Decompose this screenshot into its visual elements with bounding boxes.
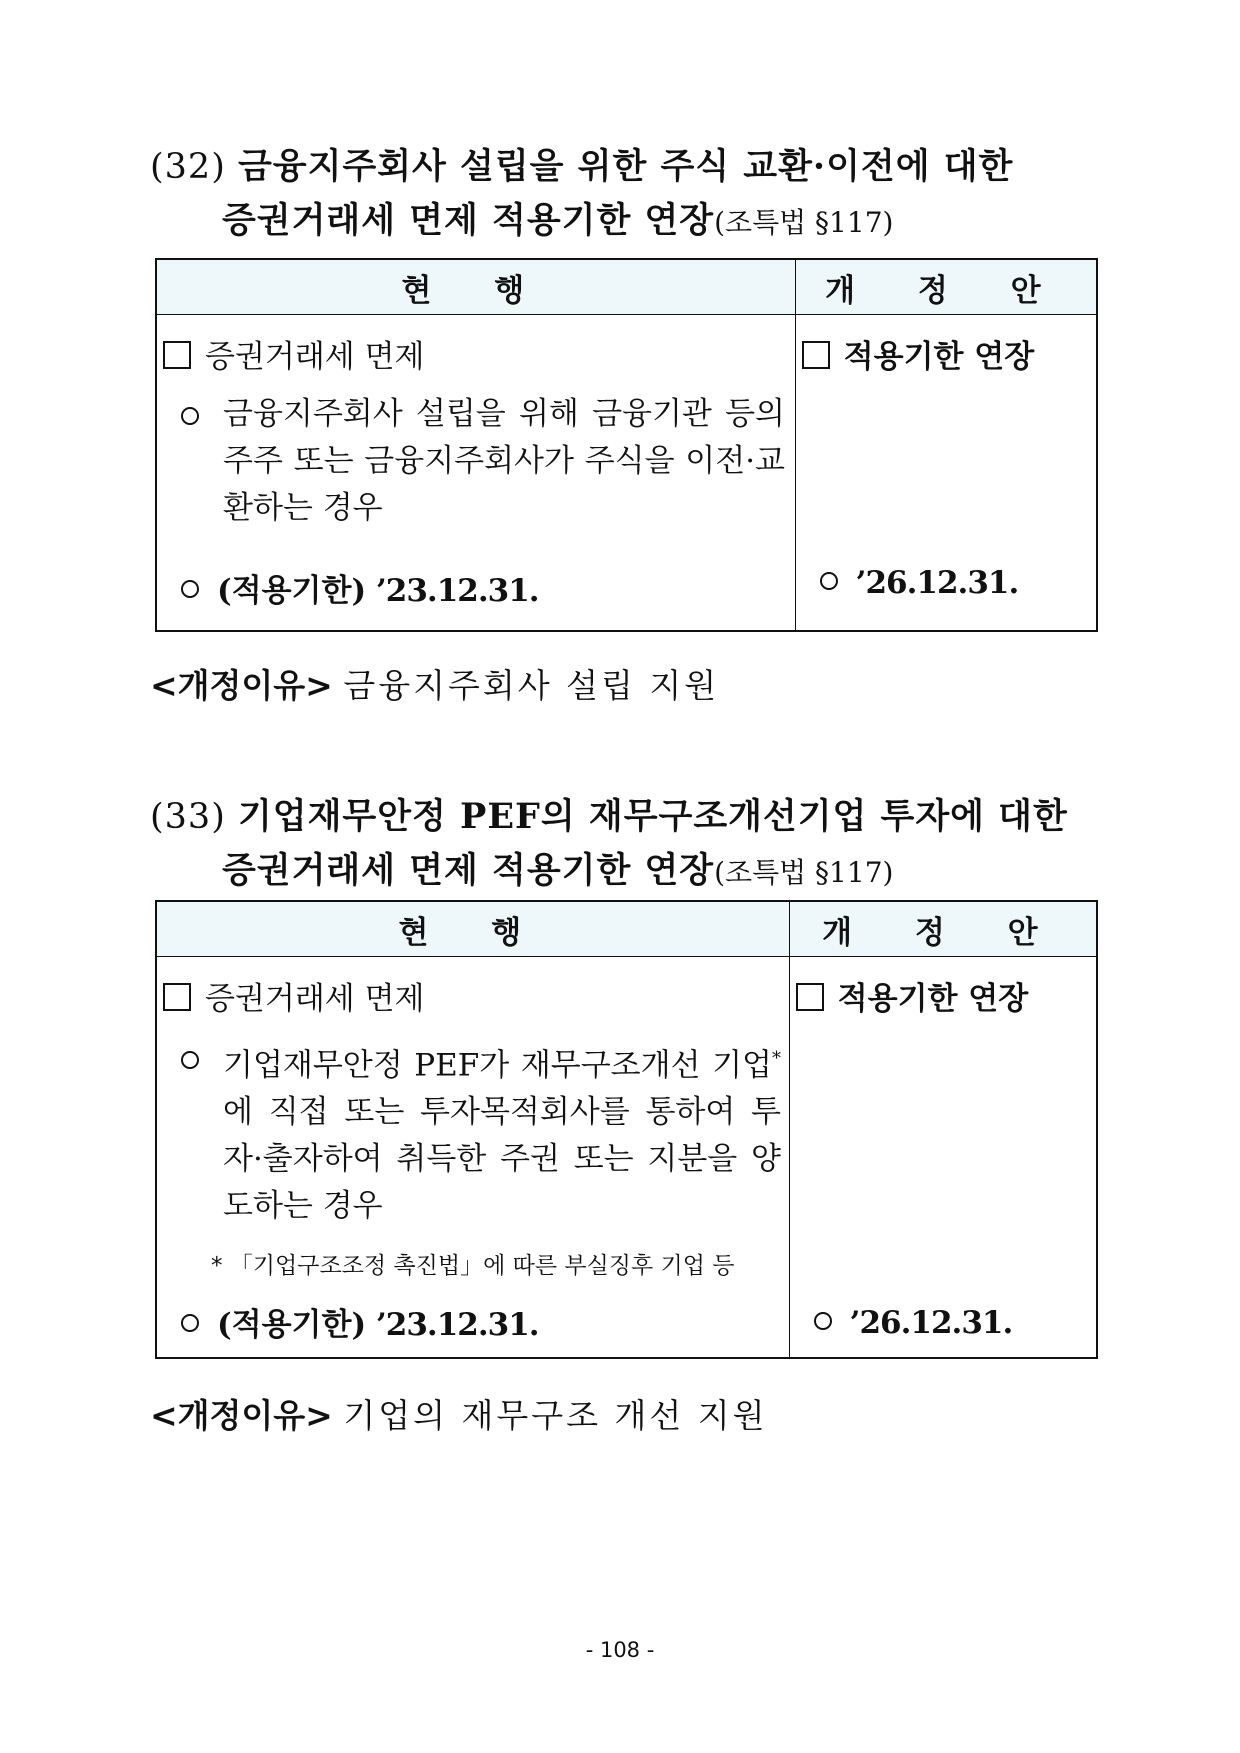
item32-comparison-table	[155, 258, 1098, 632]
item33-title-line2: 증권거래세 면제 적용기한 연장	[222, 850, 715, 891]
item33-reason	[150, 1390, 767, 1437]
footnote-marker: *	[772, 1048, 781, 1069]
item33-current-heading: 증권거래세 면제	[205, 981, 425, 1017]
checkbox-square-icon	[163, 341, 191, 369]
item33-proposed-deadline-date: ’26.12.31.	[849, 1305, 1013, 1341]
item33-reason-text: 기업의 재무구조 개선 지원	[343, 1396, 768, 1435]
item33-comparison-table	[155, 900, 1098, 1359]
item32-reason	[150, 660, 719, 707]
checkbox-square-icon	[163, 983, 191, 1011]
item33-footnote: * 「기업구조조정 촉진법」에 따른 부실징후 기업 등	[211, 1253, 735, 1279]
page-number: - 108 -	[585, 1638, 655, 1662]
item33-current-para-b: 에 직접 또는 투자목적회사를 통하여 투자·출자하여 취득한 주권 또는 지분을 양도하는 경우	[223, 1094, 781, 1225]
checkbox-square-icon	[802, 341, 830, 369]
item32-proposed-deadline-date: ’26.12.31.	[855, 565, 1019, 601]
item33-title-line1: 기업재무안정 PEF의 재무구조개선기업 투자에 대한	[238, 796, 1068, 837]
item33-current-cell	[156, 957, 789, 1359]
item32-reason-tag: <개정이유>	[150, 666, 333, 705]
item33-col-proposed: 개 정 안	[789, 901, 1097, 957]
item33-law-ref: (조특법 §117)	[714, 856, 894, 889]
item33-title	[150, 790, 1068, 900]
circle-bullet-icon	[181, 580, 199, 598]
item32-col-proposed: 개 정 안	[795, 259, 1097, 315]
item33-col-current: 현 행	[156, 901, 789, 957]
item33-proposed-heading: 적용기한 연장	[837, 981, 1029, 1017]
item32-law-ref: (조특법 §117)	[714, 206, 894, 239]
item33-current-para-a: 기업재무안정 PEF가 재무구조개선 기업	[223, 1047, 772, 1084]
item32-current-deadline-label: (적용기한)	[217, 573, 367, 609]
circle-bullet-icon	[181, 407, 199, 425]
item32-title-line2: 증권거래세 면제 적용기한 연장	[222, 200, 715, 241]
item33-reason-tag: <개정이유>	[150, 1396, 333, 1435]
circle-bullet-icon	[181, 1051, 199, 1069]
circle-bullet-icon	[820, 572, 838, 590]
item32-reason-text: 금융지주회사 설립 지원	[343, 666, 720, 705]
item32-current-para: 금융지주회사 설립을 위해 금융기관 등의 주주 또는 금융지주회사가 주식을 이전·교환하는 경우	[223, 396, 785, 526]
item32-title	[150, 140, 1013, 250]
item33-current-deadline-date: ’23.12.31.	[375, 1307, 539, 1343]
item32-number: (32)	[150, 147, 226, 187]
item33-current-deadline-label: (적용기한)	[217, 1307, 367, 1343]
item32-title-line1: 금융지주회사 설립을 위한 주식 교환·이전에 대한	[238, 146, 1014, 187]
item32-current-deadline-date: ’23.12.31.	[375, 573, 539, 609]
checkbox-square-icon	[796, 983, 824, 1011]
item33-proposed-cell	[789, 957, 1097, 1359]
circle-bullet-icon	[181, 1314, 199, 1332]
item32-current-cell	[156, 315, 795, 632]
item32-col-current: 현 행	[156, 259, 795, 315]
item32-proposed-heading: 적용기한 연장	[843, 339, 1035, 375]
item32-current-heading: 증권거래세 면제	[205, 339, 425, 375]
item33-number: (33)	[150, 797, 226, 837]
item32-proposed-cell	[795, 315, 1097, 632]
circle-bullet-icon	[814, 1312, 832, 1330]
